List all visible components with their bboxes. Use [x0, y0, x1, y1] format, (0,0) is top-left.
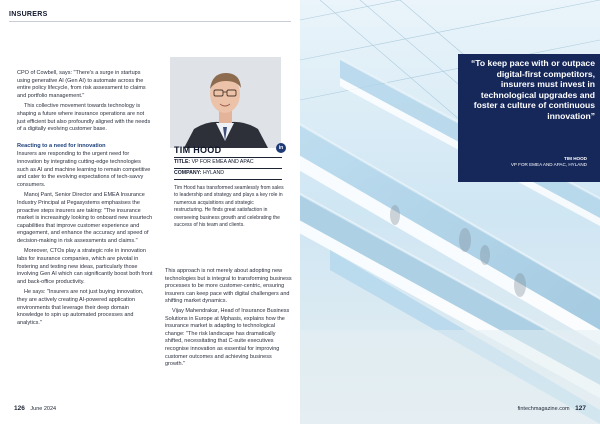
- subheading: Reacting to a need for innovation: [17, 142, 106, 149]
- divider: [174, 179, 282, 180]
- company-value: HYLAND: [202, 170, 224, 176]
- folio-left: [14, 405, 56, 412]
- pull-quote: “To keep pace with or outpace digital-first competitors, insurers must invest in technological upgrades and foster a culture of continuous innovation”: [471, 58, 595, 121]
- right-text-column: [165, 268, 293, 371]
- profile-bio: Tim Hood has transformed seamlessly from sales to leadership and strategy and plays a key role in numerous acquisitions and strategic restructuring. He finds great satisfaction in overseeing business growth and celebrating the success of his team and clients.: [174, 185, 284, 229]
- page-number: 127: [575, 405, 586, 412]
- profile-company: [174, 170, 224, 176]
- portrait-photo: [170, 57, 281, 148]
- profile-title: [174, 159, 254, 165]
- linkedin-icon[interactable]: in: [276, 143, 286, 153]
- company-label: COMPANY:: [174, 170, 202, 176]
- left-paragraph: Moreover, CTOs play a strategic role in innovation labs for insurance companies, which are pivotal in fostering and testing new ideas, particularly those involving Gen AI which can significantly boost both front and back-office productivity.: [17, 248, 153, 285]
- profile-name: TIM HOOD: [174, 145, 222, 155]
- issue-date: June 2024: [30, 406, 57, 412]
- section-tag: INSURERS: [9, 11, 48, 18]
- left-paragraph: He says: "Insurers are not just buying innovation, they are actively creating AI-powered application environments that leverage their deep domain knowledge to spin up automated processes and analytics.": [17, 289, 144, 326]
- title-label: TITLE:: [174, 159, 191, 165]
- section-rule: [9, 21, 291, 22]
- right-paragraph: Vijay Mahendrakar, Head of Insurance Business Solutions in Europe at Mphasis, explains how the insurance market is adapting to technological change: "The risk landscape has dramatically shifted, necessitating that C-suite executives recognise innovation as essential for improving customer outcomes and achieving business growth.": [165, 307, 290, 368]
- right-paragraph: This approach is not merely about adopting new technologies but is integral to transforming business processes to be more customer-centric, ensuring insurers can keep pace with digital challengers and shifting market dynamics.: [165, 268, 292, 305]
- site-url[interactable]: fintechmagazine.com: [517, 406, 570, 412]
- left-paragraph: CPO of Cowbell, says: "There's a surge in startups using generative AI (Gen AI) to automate across the entire policy lifecycle, from risk assessment to claims and portfolio management.": [17, 70, 146, 99]
- left-text-column: [17, 70, 153, 330]
- divider: [174, 157, 282, 158]
- quote-attribution-name: TIM HOOD: [564, 156, 587, 161]
- quote-attribution-role: VP FOR EMEA AND APAC, HYLAND: [510, 162, 587, 167]
- page-number: 126: [14, 405, 25, 412]
- right-page: [300, 0, 600, 424]
- portrait-illustration: [170, 57, 281, 148]
- title-value: VP FOR EMEA AND APAC: [191, 159, 254, 165]
- left-paragraph: Insurers are responding to the urgent need for innovation by integrating cutting-edge technologies such as AI and machine learning to remain competitive and cater to the evolving expectations of tech-savvy consumers.: [17, 151, 151, 188]
- left-paragraph: Manoj Pant, Senior Director and EMEA Insurance Industry Principal at Pegasystems emphasises the proactive steps insurers are taking: "The insurance market is increasingly looking to onboard new insurtech capabilities that improve customer experience and engagement, and enhance the accuracy and speed of decision-making in risk assessments and claims.": [17, 192, 153, 244]
- left-paragraph: This collective movement towards technology is shaping a future where insurance operations are not just efficient but also profoundly aligned with the needs of a digitally evolving customer base.: [17, 103, 151, 133]
- folio-right: [518, 405, 586, 412]
- divider: [174, 168, 282, 169]
